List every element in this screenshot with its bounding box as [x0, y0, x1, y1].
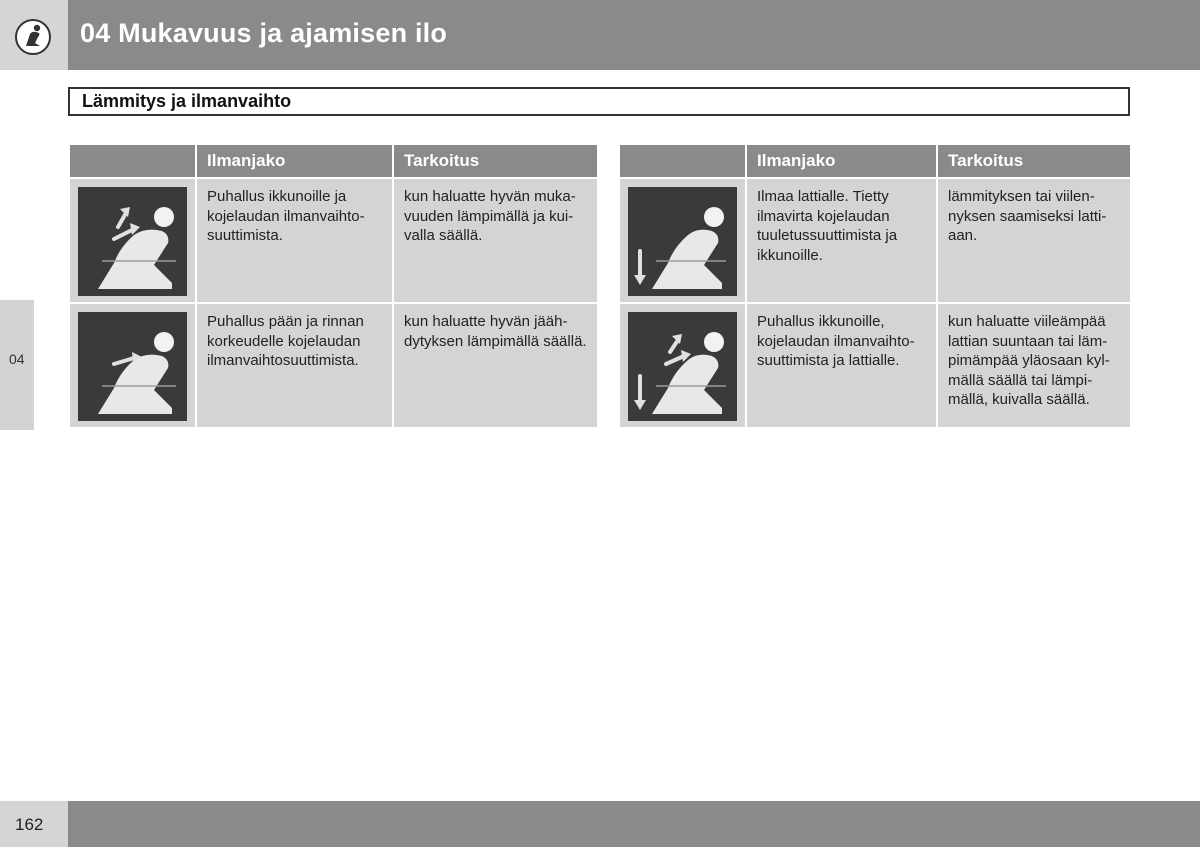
table-header-distribution [747, 145, 936, 177]
header-label: Ilmanjako [757, 151, 836, 170]
purpose-text: kun haluatte hyvän jääh-dytyksen lämpimällä säällä. [404, 313, 587, 350]
side-tab-label: 04 [9, 351, 25, 367]
table-header-purpose [394, 145, 597, 177]
page-number: 162 [15, 815, 44, 834]
table-cell-distribution [197, 179, 392, 302]
airflow-head-and-chest-icon [78, 312, 187, 421]
distribution-text: Ilmaa lattialle. Tietty ilmavirta kojelaudan tuuletussuuttimista ja ikkunoille. [757, 188, 898, 264]
table-cell-distribution [747, 304, 936, 427]
table-row-icon-cell [70, 179, 195, 302]
airflow-floor-icon [628, 187, 737, 296]
table-cell-purpose [394, 304, 597, 427]
header-label: Tarkoitus [404, 151, 480, 170]
footer-bar [68, 801, 1200, 847]
purpose-text: kun haluatte hyvän muka-vuuden lämpimällä ja kui-valla säällä. [404, 188, 576, 244]
airflow-windows-dash-and-floor-icon [628, 312, 737, 421]
chapter-header [68, 0, 1200, 70]
table-header-icon-col [620, 145, 745, 177]
purpose-text: lämmityksen tai viilen-nyksen saamiseksi latti-aan. [948, 188, 1107, 244]
distribution-text: Puhallus ikkunoille ja kojelaudan ilmanvaihto-suuttimista. [207, 188, 365, 244]
header-label: Ilmanjako [207, 151, 286, 170]
table-row-icon-cell [620, 179, 745, 302]
table-header-icon-col [70, 145, 195, 177]
purpose-text: kun haluatte viileämpää lattian suuntaan tai läm-pimämpää yläosaan kyl-mällä säällä tai lämpi-mällä, kuivalla säällä. [948, 313, 1110, 408]
chapter-title: 04 Mukavuus ja ajamisen ilo [80, 18, 448, 48]
table-row-icon-cell [620, 304, 745, 427]
table-cell-purpose [938, 304, 1130, 427]
chapter-side-tab [0, 300, 34, 430]
table-cell-purpose [938, 179, 1130, 302]
chapter-icon-box [0, 0, 68, 70]
table-cell-distribution [197, 304, 392, 427]
table-row-icon-cell [70, 304, 195, 427]
table-header-purpose [938, 145, 1130, 177]
page-number-box [0, 801, 68, 847]
distribution-text: Puhallus ikkunoille, kojelaudan ilmanvaihto-suuttimista ja lattialle. [757, 313, 915, 369]
seat-icon [14, 18, 52, 56]
table-cell-distribution [747, 179, 936, 302]
section-title-box [68, 87, 1130, 116]
section-title: Lämmitys ja ilmanvaihto [82, 91, 292, 111]
header-label: Tarkoitus [948, 151, 1024, 170]
table-header-distribution [197, 145, 392, 177]
table-cell-purpose [394, 179, 597, 302]
distribution-text: Puhallus pään ja rinnan korkeudelle kojelaudan ilmanvaihtosuuttimista. [207, 313, 364, 369]
airflow-windows-and-dash-vents-icon [78, 187, 187, 296]
